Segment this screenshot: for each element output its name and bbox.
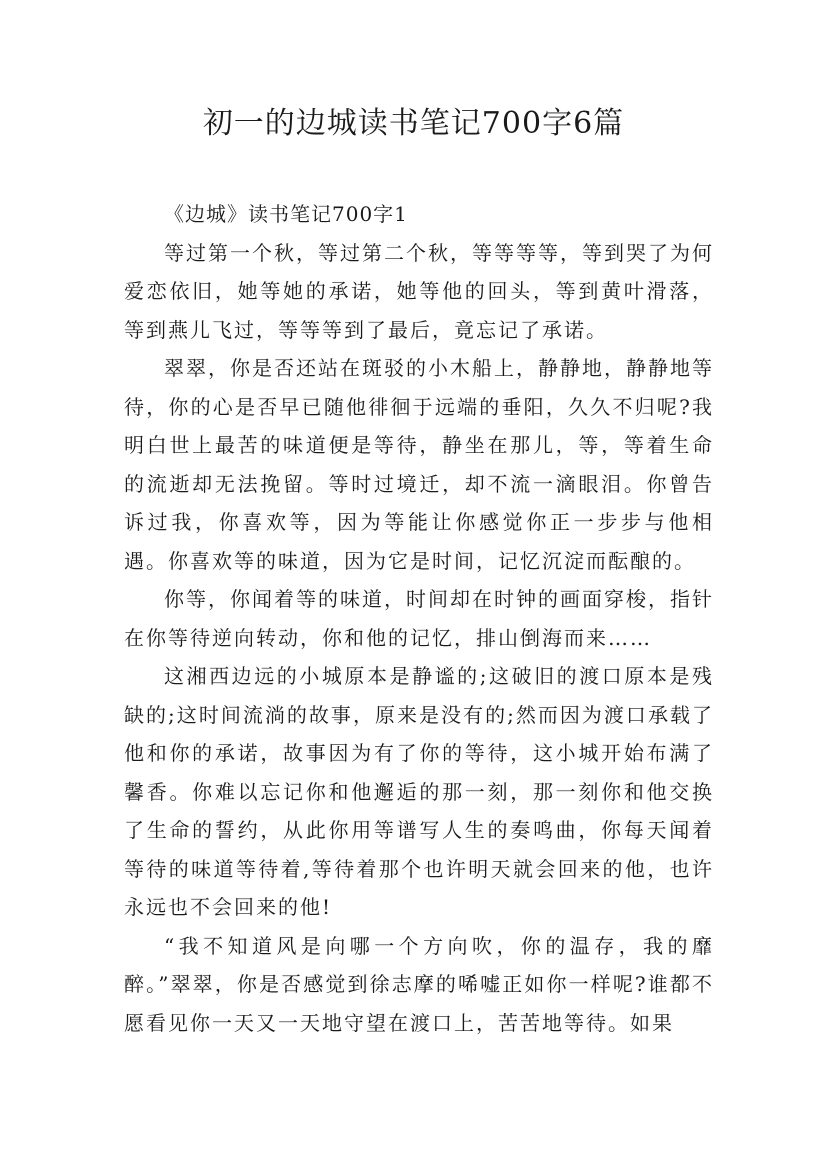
paragraph: 等过第一个秋，等过第二个秋，等等等等，等到哭了为何爱恋依旧，她等她的承诺，她等他的回头，等到黄叶滑落，等到燕儿飞过，等等等到了最后，竟忘记了承诺。 [124, 240, 714, 342]
document-body [124, 195, 714, 1042]
document-title: 初一的边城读书笔记700字6篇 [202, 106, 625, 141]
paragraph: 翠翠，你是否还站在斑驳的小木船上，静静地，静静地等待，你的心是否早已随他徘徊于远端的垂阳，久久不归呢?我明白世上最苦的味道便是等待，静坐在那儿，等，等着生命的流逝却无法挽留。等时过境迁，却不流一滴眼泪。你曾告诉过我，你喜欢等，因为等能让你感觉你正一步步与他相遇。你喜欢等的味道，因为它是时间，记忆沉淀而酝酿的。 [124, 356, 714, 573]
paragraph: “我不知道风是向哪一个方向吹，你的温存，我的靡醉。”翠翠，你是否感觉到徐志摩的唏嘘正如你一样呢?谁都不愿看见你一天又一天地守望在渡口上，苦苦地等待。如果 [124, 933, 714, 1035]
paragraph: 你等，你闻着等的味道，时间却在时钟的画面穿梭，指针在你等待逆向转动，你和他的记忆，排山倒海而来…… [124, 587, 714, 650]
section-heading: 《边城》读书笔记700字1 [164, 202, 408, 226]
paragraph: 这湘西边远的小城原本是静谧的;这破旧的渡口原本是残缺的;这时间流淌的故事，原来是没有的;然而因为渡口承载了他和你的承诺，故事因为有了你的等待，这小城开始布满了馨香。你难以忘记你和他邂逅的那一刻，那一刻你和他交换了生命的誓约，从此你用等谱写人生的奏鸣曲，你每天闻着等待的味道等待着,等待着那个也许明天就会回来的他，也许永远也不会回来的他! [124, 664, 714, 919]
